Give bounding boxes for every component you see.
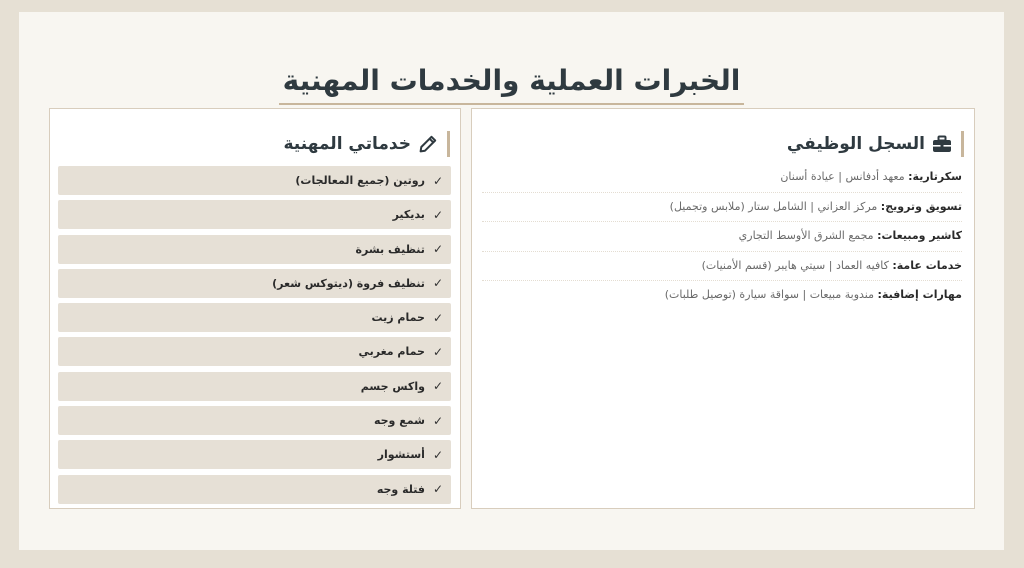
pencil-icon (417, 133, 439, 155)
services-panel (49, 108, 461, 509)
career-panel (471, 108, 975, 509)
service-label: شمع وجه (373, 414, 425, 428)
career-row-label: خدمات عامة: (892, 258, 962, 272)
career-row (482, 163, 962, 193)
career-row-value: مجمع الشرق الأوسط التجاري (738, 229, 874, 242)
service-label: روتين (جميع المعالجات) (295, 174, 425, 187)
check-icon: ✓ (432, 379, 443, 394)
services-heading (284, 131, 451, 157)
briefcase-icon (931, 133, 953, 155)
check-icon: ✓ (432, 242, 443, 257)
service-label: أستشوار (377, 448, 425, 462)
service-label: تنظيف بشرة (355, 242, 425, 256)
service-label: تنظيف فروة (ديتوكس شعر) (272, 276, 425, 290)
check-icon: ✓ (432, 173, 443, 188)
service-item (58, 235, 451, 264)
career-row-value: مركز العزاني | الشامل ستار (ملابس وتجميل) (669, 199, 878, 213)
check-icon: ✓ (432, 413, 443, 428)
career-row-label: تسويق وترويج: (880, 199, 962, 213)
career-row (482, 193, 962, 223)
check-icon: ✓ (432, 344, 443, 359)
career-row-value: مندوبة مبيعات | سواقة سيارة (توصيل طلبات) (664, 288, 875, 301)
career-row-label: سكرتارية: (908, 170, 962, 183)
service-item (58, 166, 451, 195)
service-item (58, 337, 451, 366)
career-heading (787, 131, 964, 157)
service-item (58, 440, 451, 469)
services-heading-text: خدماتي المهنية (283, 134, 411, 154)
career-row-label: مهارات إضافية: (877, 288, 962, 301)
career-row-value: معهد أدفانس | عيادة أسنان (780, 170, 905, 183)
career-row (482, 281, 962, 310)
check-icon: ✓ (432, 310, 443, 325)
check-icon: ✓ (432, 482, 443, 497)
career-row (482, 252, 962, 282)
check-icon: ✓ (432, 207, 443, 222)
career-heading-text: السجل الوظيفي (786, 134, 925, 154)
service-item (58, 372, 451, 401)
service-item (58, 303, 451, 332)
page-title: الخبرات العملية والخدمات المهنية (279, 64, 745, 105)
services-list (58, 166, 451, 509)
check-icon: ✓ (432, 447, 443, 462)
check-icon: ✓ (432, 276, 443, 291)
service-label: فتلة وجه (376, 482, 425, 496)
page-title-wrap (19, 64, 1004, 105)
service-label: بديكير (392, 208, 425, 222)
career-row-value: كافيه العماد | سيتي هايبر (قسم الأمنيات) (701, 258, 889, 272)
service-item (58, 406, 451, 435)
page-sheet (19, 12, 1004, 550)
service-label: حمام زيت (371, 311, 425, 325)
service-label: حمام مغربي (358, 345, 425, 359)
career-row (482, 222, 962, 252)
service-item (58, 269, 451, 298)
career-row-label: كاشير ومبيعات: (877, 229, 962, 242)
service-item (58, 200, 451, 229)
service-label: واكس جسم (360, 379, 425, 393)
service-item (58, 475, 451, 504)
career-list (482, 163, 962, 310)
